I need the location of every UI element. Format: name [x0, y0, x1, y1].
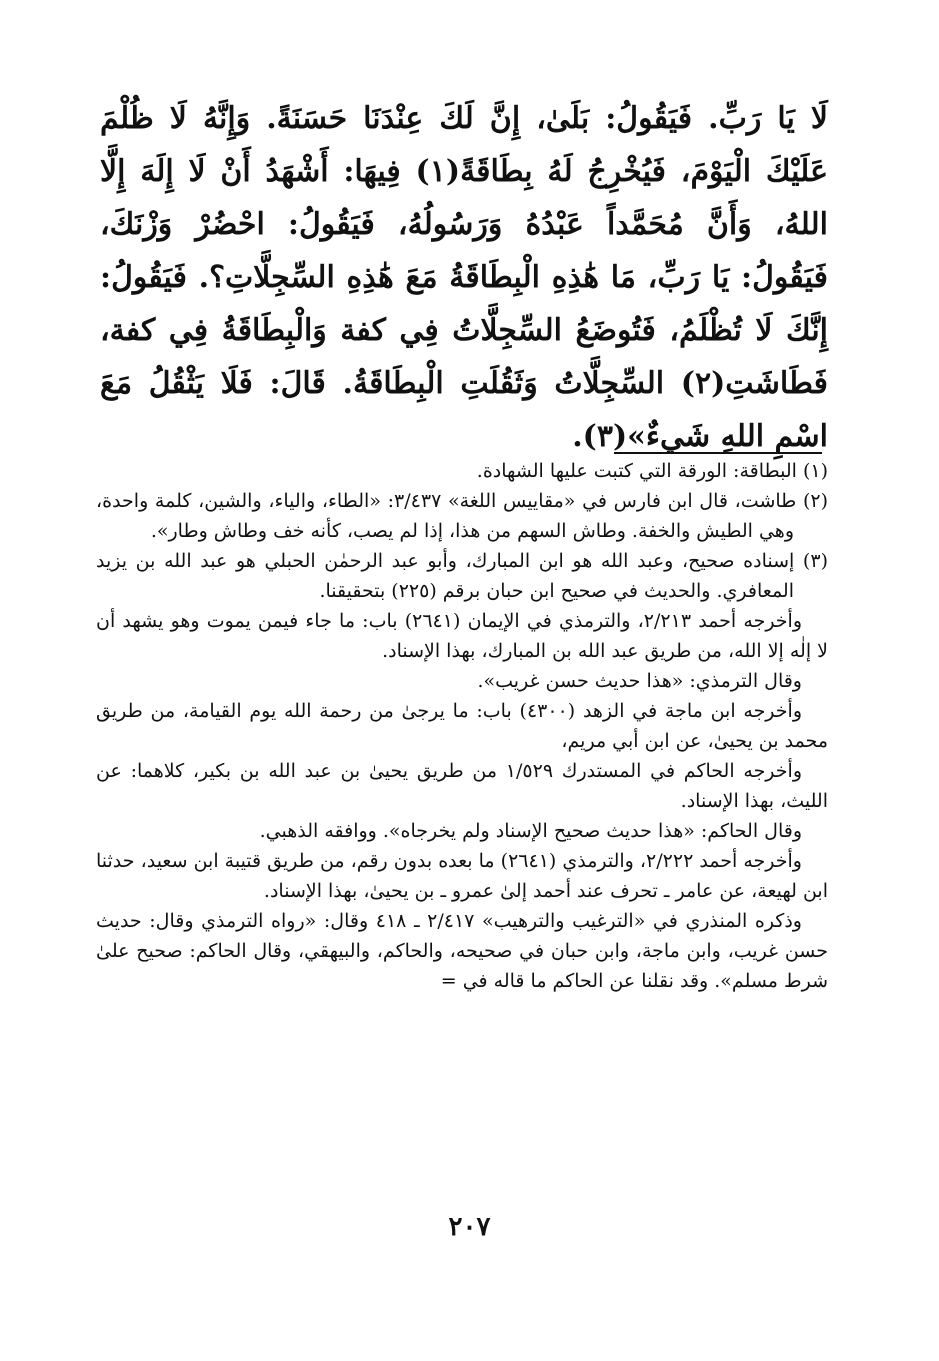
footnote: (٢) طاشت، قال ابن فارس في «مقاييس اللغة» ٣/٤٣٧: «الطاء، والياء، والشين، كلمة واحدة، وهي الطيش والخفة. وطاش السهم من هذا، إذا لم يصب، كأنه خف وطاش وطار».: [96, 490, 829, 542]
footnote-separator: [614, 452, 822, 454]
page-number: ٢٠٧: [448, 1212, 491, 1242]
footnote-paragraph: وذكره المنذري في «الترغيب والترهيب» ٢/٤١٧ ـ ٤١٨ وقال: «رواه الترمذي وقال: حديث حسن غريب، وابن ماجة، وابن حبان في صحيحه، والحاكم، والبيهقي، وقال الحاكم: صحيح علىٰ شرط مسلم». وقد نقلنا عن الحاكم ما قاله في =: [96, 910, 828, 992]
footnote-paragraph: وأخرجه ابن ماجة في الزهد (٤٣٠٠) باب: ما يرجىٰ من رحمة الله يوم القيامة، من طريق محمد بن يحيىٰ، عن ابن أبي مريم،: [96, 700, 828, 752]
footnote-paragraph: وأخرجه الحاكم في المستدرك ١/٥٢٩ من طريق يحيىٰ بن عبد الله بن بكير، كلاهما: عن الليث، بهذا الإسناد.: [96, 760, 828, 812]
footnote-paragraph: وأخرجه أحمد ٢/٢٢٢، والترمذي (٢٦٤١) ما بعده بدون رقم، من طريق قتيبة ابن سعيد، حدثنا ابن لهيعة، عن عامر ـ تحرف عند أحمد إلىٰ عمرو ـ بن يحيىٰ، بهذا الإسناد.: [96, 850, 828, 902]
footnotes: [96, 456, 828, 996]
footnote-paragraph: وقال الحاكم: «هذا حديث صحيح الإسناد ولم يخرجاه». ووافقه الذهبي.: [259, 820, 802, 842]
main-text: لَا يَا رَبِّ. فَيَقُولُ: بَلَىٰ، إِنَّ لَكَ عِنْدَنَا حَسَنَةً. وَإِنَّهُ لَا ظُلْمَ عَلَيْكَ الْيَوْمَ، فَيُخْرِجُ لَهُ بِطَاقَةً(١) فِيهَا: أَشْهَدُ أَنْ لَا إِلَهَ إِلَّا اللهُ، وَأَنَّ مُحَمَّداً عَبْدُهُ وَرَسُولُهُ، فَيَقُولُ: احْضُرْ وَزْنَكَ، فَيَقُولُ: يَا رَبِّ، مَا هَٰذِهِ الْبِطَاقَةُ مَعَ هَٰذِهِ السِّجِلَّاتِ؟. فَيَقُولُ: إِنَّكَ لَا تُظْلَمُ، فَتُوضَعُ السِّجِلَّاتُ فِي كفة وَالْبِطَاقَةُ فِي كفة، فَطَاشَتِ(٢) السِّجِلَّاتُ وَثَقُلَتِ الْبِطَاقَةُ. قَالَ: فَلَا يَثْقُلُ مَعَ اسْمِ اللهِ شَيءٌ»(٣).: [100, 101, 828, 454]
footnote: (٣) إسناده صحيح، وعبد الله هو ابن المبارك، وأبو عبد الرحمٰن الحبلي هو عبد الله بن يزيد المعافري. والحديث في صحيح ابن حبان برقم (٢٢٥) بتحقيقنا.: [96, 550, 828, 602]
footnote: (١) البطاقة: الورقة التي كتبت عليها الشهادة.: [476, 460, 828, 482]
footnote-paragraph: وأخرجه أحمد ٢/٢١٣، والترمذي في الإيمان (٢٦٤١) باب: ما جاء فيمن يموت وهو يشهد أن لا إلٰه إلا الله، من طريق عبد الله بن المبارك، بهذا الإسناد.: [96, 610, 828, 662]
footnote-paragraph: وقال الترمذي: «هذا حديث حسن غريب».: [477, 670, 802, 692]
